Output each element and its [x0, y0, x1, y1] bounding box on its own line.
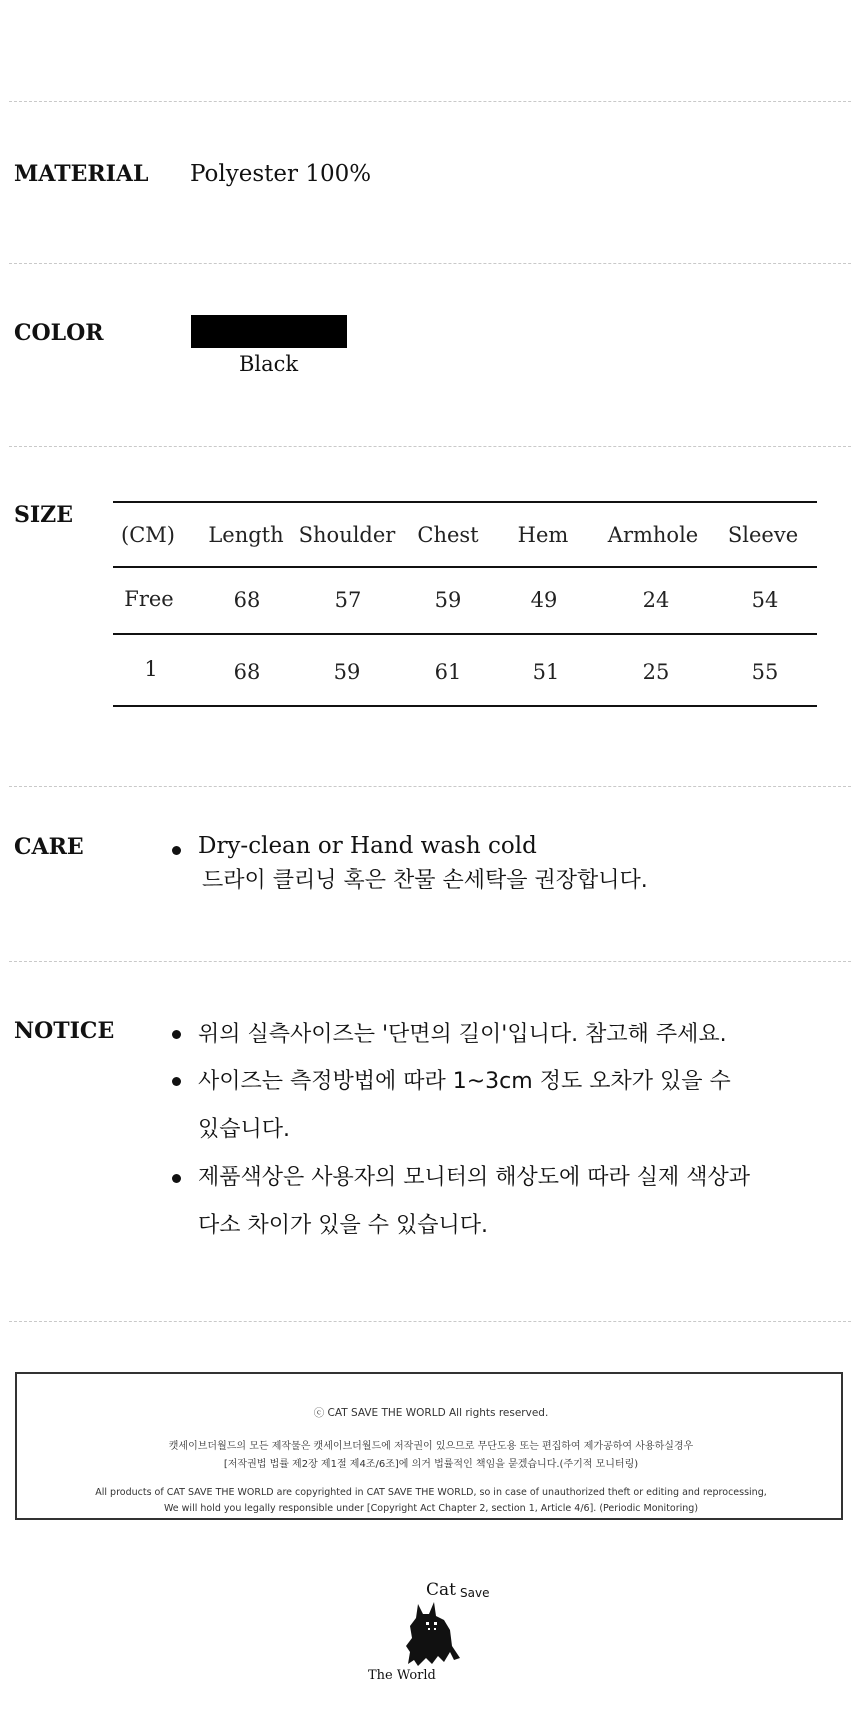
copyright-line: ⓒ CAT SAVE THE WORLD All rights reserved.	[313, 1407, 549, 1419]
size-header-unit: (CM)	[121, 523, 175, 547]
color-name: Black	[239, 352, 299, 376]
logo-word: Save	[460, 1586, 490, 1600]
care-item-en: Dry-clean or Hand wash cold	[198, 833, 537, 859]
divider	[9, 961, 851, 962]
size-cell: 68	[233, 588, 261, 612]
notice-item-cont: 다소 차이가 있을 수 있습니다.	[198, 1213, 488, 1238]
color-label: COLOR	[14, 320, 104, 346]
divider	[9, 263, 851, 264]
divider	[9, 786, 851, 787]
size-cell: 25	[642, 660, 670, 684]
divider	[9, 1321, 851, 1322]
brand-logo	[368, 1580, 498, 1690]
care-label: CARE	[14, 834, 84, 860]
material-value: Polyester 100%	[190, 161, 372, 187]
care-item-ko: 드라이 클리닝 혹은 찬물 손세탁을 권장합니다.	[202, 868, 648, 893]
notice-item-cont: 있습니다.	[198, 1117, 291, 1142]
notice-item: 제품색상은 사용자의 모니터의 해상도에 따라 실제 색상과	[198, 1165, 751, 1190]
size-cell: 55	[751, 660, 779, 684]
color-swatch	[191, 315, 347, 348]
size-cell: 54	[751, 588, 779, 612]
divider	[9, 101, 851, 102]
size-cell: 51	[532, 660, 560, 684]
size-header-length: Length	[208, 523, 284, 547]
size-cell: 59	[333, 660, 361, 684]
size-cell: 24	[642, 588, 670, 612]
bullet	[172, 1077, 181, 1086]
notice-label: NOTICE	[14, 1018, 115, 1044]
copyright-line: 캣세이브더월드의 모든 제작물은 캣세이브더월드에 저작권이 있으므로 무단도용 또는 편집하여 제가공하여 사용하실경우	[168, 1441, 694, 1452]
size-cell: 49	[530, 588, 558, 612]
cat-icon	[404, 1600, 464, 1668]
bullet	[172, 1030, 181, 1039]
notice-item: 위의 실측사이즈는 '단면의 길이'입니다. 참고해 주세요.	[198, 1022, 727, 1047]
copyright-box	[15, 1372, 843, 1520]
size-header-chest: Chest	[417, 523, 479, 547]
size-row-name: Free	[124, 587, 174, 611]
size-cell: 61	[434, 660, 462, 684]
size-row-name: 1	[144, 657, 158, 681]
bullet	[172, 1174, 181, 1183]
logo-word: The World	[368, 1668, 436, 1683]
logo-word: Cat	[426, 1580, 456, 1600]
size-cell: 59	[434, 588, 462, 612]
copyright-line: We will hold you legally responsible under [Copyright Act Chapter 2, section 1, Article 4/6]. (Periodic Monitoring)	[163, 1503, 699, 1514]
size-cell: 68	[233, 660, 261, 684]
divider	[9, 446, 851, 447]
size-label: SIZE	[14, 502, 74, 528]
bullet	[172, 846, 181, 855]
size-header-hem: Hem	[517, 523, 569, 547]
size-cell: 57	[334, 588, 362, 612]
material-label: MATERIAL	[14, 161, 149, 187]
copyright-line: [저작권법 법률 제2장 제1절 제4조/6조]에 의거 법률적인 책임을 묻겠습니다.(주기적 모니터링)	[223, 1459, 639, 1470]
size-header-sleeve: Sleeve	[727, 523, 799, 547]
notice-item: 사이즈는 측정방법에 따라 1~3cm 정도 오차가 있을 수	[198, 1069, 731, 1094]
size-header-shoulder: Shoulder	[298, 523, 396, 547]
size-header-armhole: Armhole	[607, 523, 699, 547]
copyright-line: All products of CAT SAVE THE WORLD are copyrighted in CAT SAVE THE WORLD, so in case of unauthorized theft or editing and reprocessing,	[95, 1487, 767, 1498]
